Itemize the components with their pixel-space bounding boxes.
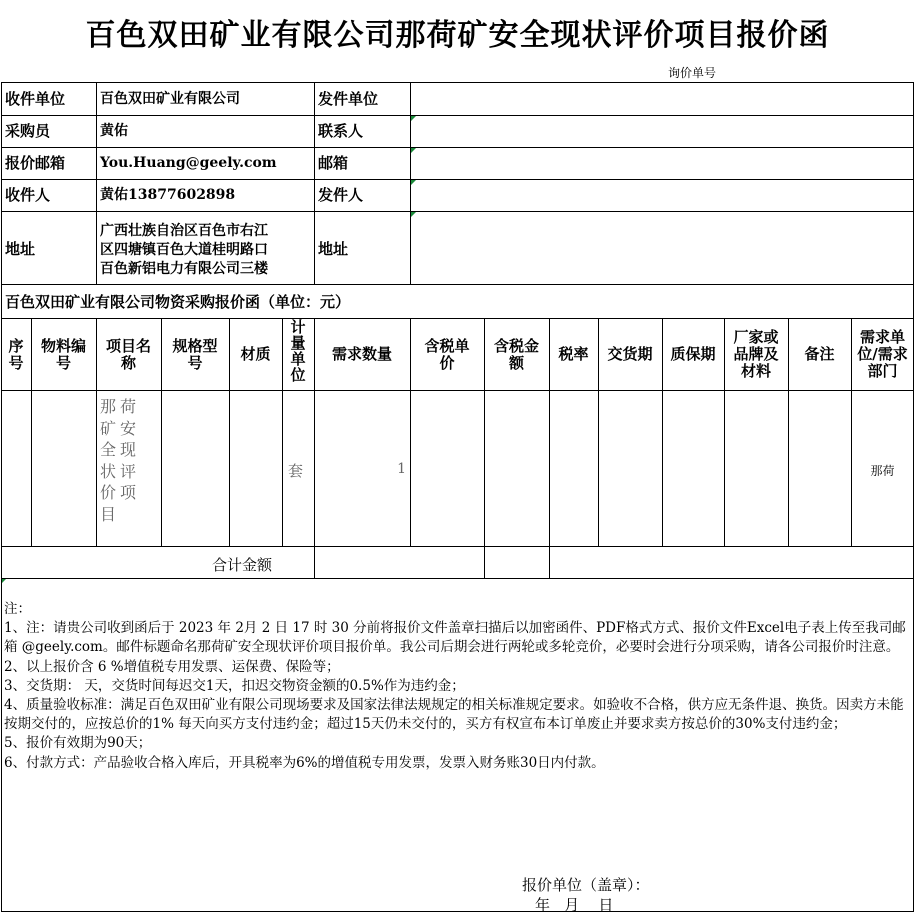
quote-email-value: You.Huang@geely.com bbox=[100, 155, 277, 171]
address-line-2: 区四塘镇百色大道桂明路口 bbox=[100, 242, 268, 258]
page-title: 百色双田矿业有限公司那荷矿安全现状评价项目报价函 bbox=[85, 18, 830, 53]
col-header-delivery: 交货期 bbox=[607, 345, 653, 363]
notes-heading: 注： bbox=[4, 601, 31, 617]
note-2: 2、以上报价含 6 %增值税专用发票、运保费、保险等； bbox=[4, 658, 340, 675]
quote-email-label: 报价邮箱 bbox=[5, 154, 66, 172]
col-header-unit-price: 含税单 价 bbox=[424, 336, 470, 372]
section-title: 百色双田矿业有限公司物资采购报价函（单位：元） bbox=[5, 293, 351, 311]
cell-marker bbox=[411, 212, 416, 217]
note-3: 3、交货期： 天，交货时间每迟交1天，扣迟交物资金额的0.5%作为违约金； bbox=[4, 677, 465, 694]
contact-label: 联系人 bbox=[318, 122, 364, 140]
cell-marker bbox=[411, 116, 416, 121]
address-label: 地址 bbox=[5, 240, 36, 258]
cell-marker bbox=[411, 148, 416, 153]
note-5: 5、报价有效期为90天； bbox=[4, 735, 152, 752]
recipient-label: 收件人 bbox=[5, 186, 51, 204]
item-unit: 套 bbox=[288, 462, 304, 480]
buyer-value: 黄佑 bbox=[100, 123, 128, 139]
mailbox-label: 邮箱 bbox=[318, 154, 349, 172]
cell-marker bbox=[411, 180, 416, 185]
col-header-item-name: 项目名 称 bbox=[105, 336, 151, 372]
col-header-department: 需求单 位/需求 部门 bbox=[857, 328, 908, 380]
col-header-unit: 计 量 单 位 bbox=[290, 319, 306, 384]
sender-unit-label: 发件单位 bbox=[318, 90, 379, 108]
receiver-unit-value: 百色双田矿业有限公司 bbox=[100, 91, 240, 107]
buyer-label: 采购员 bbox=[5, 122, 51, 140]
note-4: 4、质量验收标准：满足百色双田矿业有限公司现场要求及国家法律法规规定的相关标准规定要求。如验收不合格，供方应无条件退、换货。因卖方未能按期交付的，应按总价的1% 每天向买方支付违约金；超过15天仍未交付的，买方有权宣布本订单废止并要求卖方按总价的30%支付违约金； bbox=[4, 697, 904, 733]
signature-date-label: 年 月 日 bbox=[535, 896, 614, 913]
col-header-spec: 规格型 号 bbox=[172, 336, 218, 372]
address-line-3: 百色新铝电力有限公司三楼 bbox=[100, 261, 268, 277]
address2-label: 地址 bbox=[318, 240, 349, 258]
inquiry-number-label: 询价单号 bbox=[668, 66, 717, 80]
signature-unit-label: 报价单位（盖章）： bbox=[522, 876, 650, 894]
col-header-brand: 厂家或 品牌及 材料 bbox=[733, 328, 779, 380]
col-header-quantity: 需求数量 bbox=[331, 345, 392, 363]
item-department: 那荷 bbox=[870, 464, 895, 478]
address-line-1: 广西壮族自治区百色市右江 bbox=[100, 223, 268, 239]
recipient-value: 黄佑13877602898 bbox=[100, 187, 236, 203]
sender-label: 发件人 bbox=[318, 186, 364, 204]
item-name-cell: 那荷 矿安 全现 状评 价项 目 bbox=[100, 397, 141, 524]
receiver-unit-label: 收件单位 bbox=[5, 90, 66, 108]
notes-section bbox=[4, 600, 912, 773]
note-1: 1、注：请贵公司收到函后于 2023 年 2月 2 日 17 时 30 分前将报价文件盖章扫描后以加密函件、PDF格式方式、报价文件Excel电子表上传至我司邮箱 @geely.com。邮件标题命名那荷矿安全现状评价项目报价单。我公司后期会进行两轮或多轮竞价，必要时会进行分项采购，请各公司报价时注意。 bbox=[4, 620, 906, 656]
col-header-tax-rate: 税率 bbox=[558, 345, 589, 363]
col-header-amount: 含税金 额 bbox=[493, 336, 539, 372]
col-header-material-no: 物料编 号 bbox=[40, 336, 86, 372]
col-header-warranty: 质保期 bbox=[670, 345, 716, 363]
col-header-remark: 备注 bbox=[804, 345, 835, 363]
total-amount-label: 合计金额 bbox=[211, 556, 272, 574]
item-quantity: 1 bbox=[397, 461, 406, 477]
note-6: 6、付款方式：产品验收合格入库后，开具税率为6%的增值税专用发票，发票入财务账30日内付款。 bbox=[4, 754, 605, 771]
col-header-material: 材质 bbox=[240, 345, 271, 363]
col-header-seq: 序 号 bbox=[8, 336, 24, 372]
